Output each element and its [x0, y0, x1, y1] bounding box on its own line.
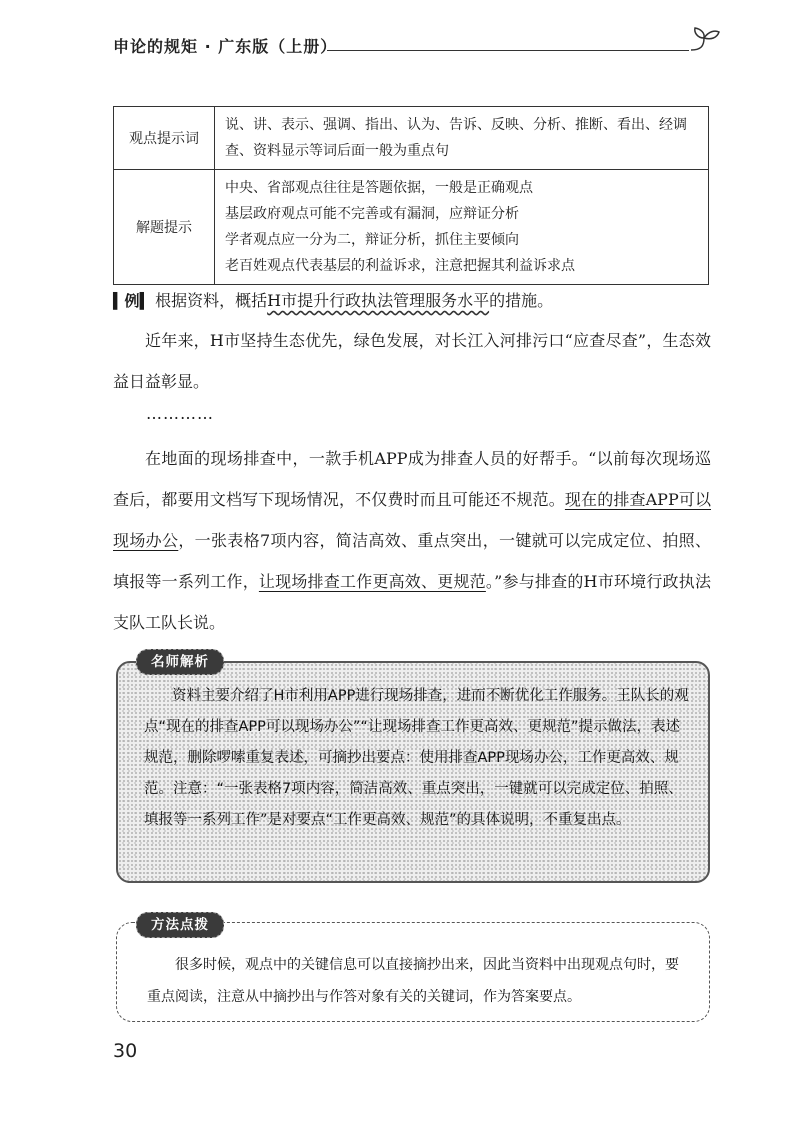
analysis-text: 资料主要介绍了H市利用APP进行现场排查，进而不断优化工作服务。王队长的观点“现在的排查APP可以现场办公”“让现场排查工作更高效、更规范”提示做法，表述规范，删除啰嗦重复表述，可摘抄出要点：使用排查APP现场办公，工作更高效、规范。注意：“一张表格7项内容，简洁高效、重点突出，一键就可以完成定位、拍照、填报等一系列工作”是对要点“工作更高效、规范”的具体说明，不重复出点。 [144, 688, 689, 828]
analysis-badge: 名师解析 [136, 649, 224, 675]
content-line: 基层政府观点可能不完善或有漏洞，应辩证分析 [225, 206, 519, 222]
tips-text: 很多时候，观点中的关键信息可以直接摘抄出来，因此当资料中出现观点句时，要重点阅读，注意从中摘抄出与作答对象有关的关键词，作为答案要点。 [147, 957, 679, 1005]
page-number: 30 [113, 1040, 138, 1062]
example-wavy-text: H市提升行政执法管理服务水平 [267, 291, 490, 310]
paragraph-2: 在地面的现场排查中，一款手机APP成为排查人员的好帮手。“以前每次现场巡查后，都要用文档写下现场情况，不仅费时而且可能还不规范。现在的排查APP可以现场办公，一张表格7项内容，简洁高效、重点突出，一键就可以完成定位、拍照、填报等一系列工作，让现场排查工作更高效、更规范。”参与排查的H市环境行政执法支队工队长说。 [113, 449, 711, 632]
header-rule [327, 50, 689, 51]
row-label: 解题提示 [114, 170, 215, 285]
sprout-icon [687, 26, 721, 56]
example-tag: ▍例▍ [113, 292, 152, 310]
row-content [215, 170, 709, 285]
ellipsis: ………… [146, 404, 214, 423]
content-line: 中央、省部观点往往是答题依据，一般是正确观点 [225, 180, 533, 196]
table-row [114, 170, 709, 285]
paragraph-1: 近年来，H市坚持生态优先，绿色发展，对长江入河排污口“应查尽查”，生态效益日益彰显。 [113, 331, 711, 391]
tips-badge: 方法点拨 [136, 912, 224, 938]
row-label: 观点提示词 [114, 107, 215, 170]
row-content [215, 107, 709, 170]
page-header [113, 34, 718, 64]
table-row [114, 107, 709, 170]
content-line: 说、讲、表示、强调、指出、认为、告诉、反映、分析、推断、看出、经调查、资料显示等词后面一般为重点句 [225, 117, 687, 159]
underlined-quote-1: 现在的排查APP可以现场办公 [113, 490, 711, 550]
header-title: 申论的规矩 · 广东版（上册） [113, 37, 338, 56]
underlined-quote-2: 让现场排查工作更高效、更规范 [258, 572, 486, 591]
example-question [113, 289, 713, 313]
analysis-box [116, 661, 710, 883]
content-line: 老百姓观点代表基层的利益诉求，注意把握其利益诉求点 [225, 258, 575, 274]
example-prefix: 根据资料，概括 [155, 291, 268, 310]
hints-table [113, 106, 709, 285]
content-line: 学者观点应一分为二，辩证分析，抓住主要倾向 [225, 232, 519, 248]
example-suffix: 的措施。 [489, 291, 554, 310]
